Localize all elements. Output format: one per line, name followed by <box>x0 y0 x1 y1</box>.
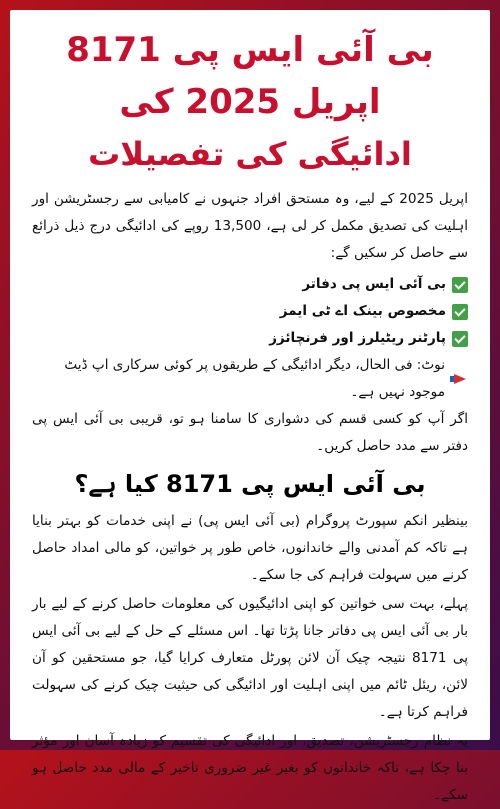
title-line-1: بی آئی ایس پی 8171 اپریل 2025 کی <box>66 30 434 122</box>
title-line-2: ادائیگی کی تفصیلات <box>88 135 412 173</box>
megaphone-icon <box>450 372 468 386</box>
payment-options-list <box>32 271 468 352</box>
option-label: بی آئی ایس پی دفاتر <box>302 276 446 292</box>
section-heading: بی آئی ایس پی 8171 کیا ہے؟ <box>74 470 426 498</box>
intro-paragraph: اپریل 2025 کے لیے، وہ مستحق افراد جنہوں نے کامیابی سے رجسٹریشن اور اہلیت کی تصدیق مکمل کر لی ہے، 13,500 روپے کی ادائیگی درج ذیل ذرائع سے حاصل کر سکیں گے: <box>32 191 469 261</box>
note-text: نوٹ: فی الحال، دیگر ادائیگی کے طریقوں پر کوئی سرکاری اپ ڈیٹ موجود نہیں ہے۔ <box>64 357 445 400</box>
check-icon <box>452 331 468 347</box>
about-paragraph-3: یہ نظام رجسٹریشن، تصدیق، اور ادائیگی کی تقسیم کو زیادہ آسان اور مؤثر بنا چکا ہے، تاکہ خاندانوں کو بغیر غیر ضروری تاخیر کے مالی مدد حاصل ہو سکے۔ <box>32 733 468 803</box>
list-item <box>32 298 468 325</box>
list-item <box>32 325 468 352</box>
page-title <box>32 24 468 180</box>
option-label: پارٹنر ریٹیلرز اور فرنچائزز <box>269 330 446 346</box>
article-card <box>10 10 490 803</box>
list-item <box>32 271 468 298</box>
option-label: مخصوص بینک اے ٹی ایمز <box>279 303 446 319</box>
check-icon <box>452 277 468 293</box>
check-icon <box>452 304 468 320</box>
about-paragraph-1: بینظیر انکم سپورٹ پروگرام (بی آئی ایس پی) نے اپنی خدمات کو بہتر بنایا ہے تاکہ کم آمدنی والے خاندانوں، خاص طور پر خواتین، کو مالی امداد حاصل کرنے میں سہولت فراہم کی جا سکے۔ <box>32 513 468 583</box>
about-paragraph-2: پہلے، بہت سی خواتین کو اپنی ادائیگیوں کی معلومات حاصل کرنے کے لیے بار بار بی آئی ایس پی دفاتر جانا پڑتا تھا۔ اس مسئلے کے حل کے لیے بی آئی ایس پی 8171 نتیجہ چیک آن لائن پورٹل متعارف کرایا گیا، جو مستحقین کو آن لائن، ریئل ٹائم میں اپنی اہلیت اور ادائیگی کی حیثیت چیک کرنے کی سہولت فراہم کرتا ہے۔ <box>32 596 468 720</box>
help-paragraph: اگر آپ کو کسی قسم کی دشواری کا سامنا ہو تو، قریبی بی آئی ایس پی دفتر سے مدد حاصل کریں۔ <box>32 411 468 454</box>
note-line <box>32 352 468 406</box>
